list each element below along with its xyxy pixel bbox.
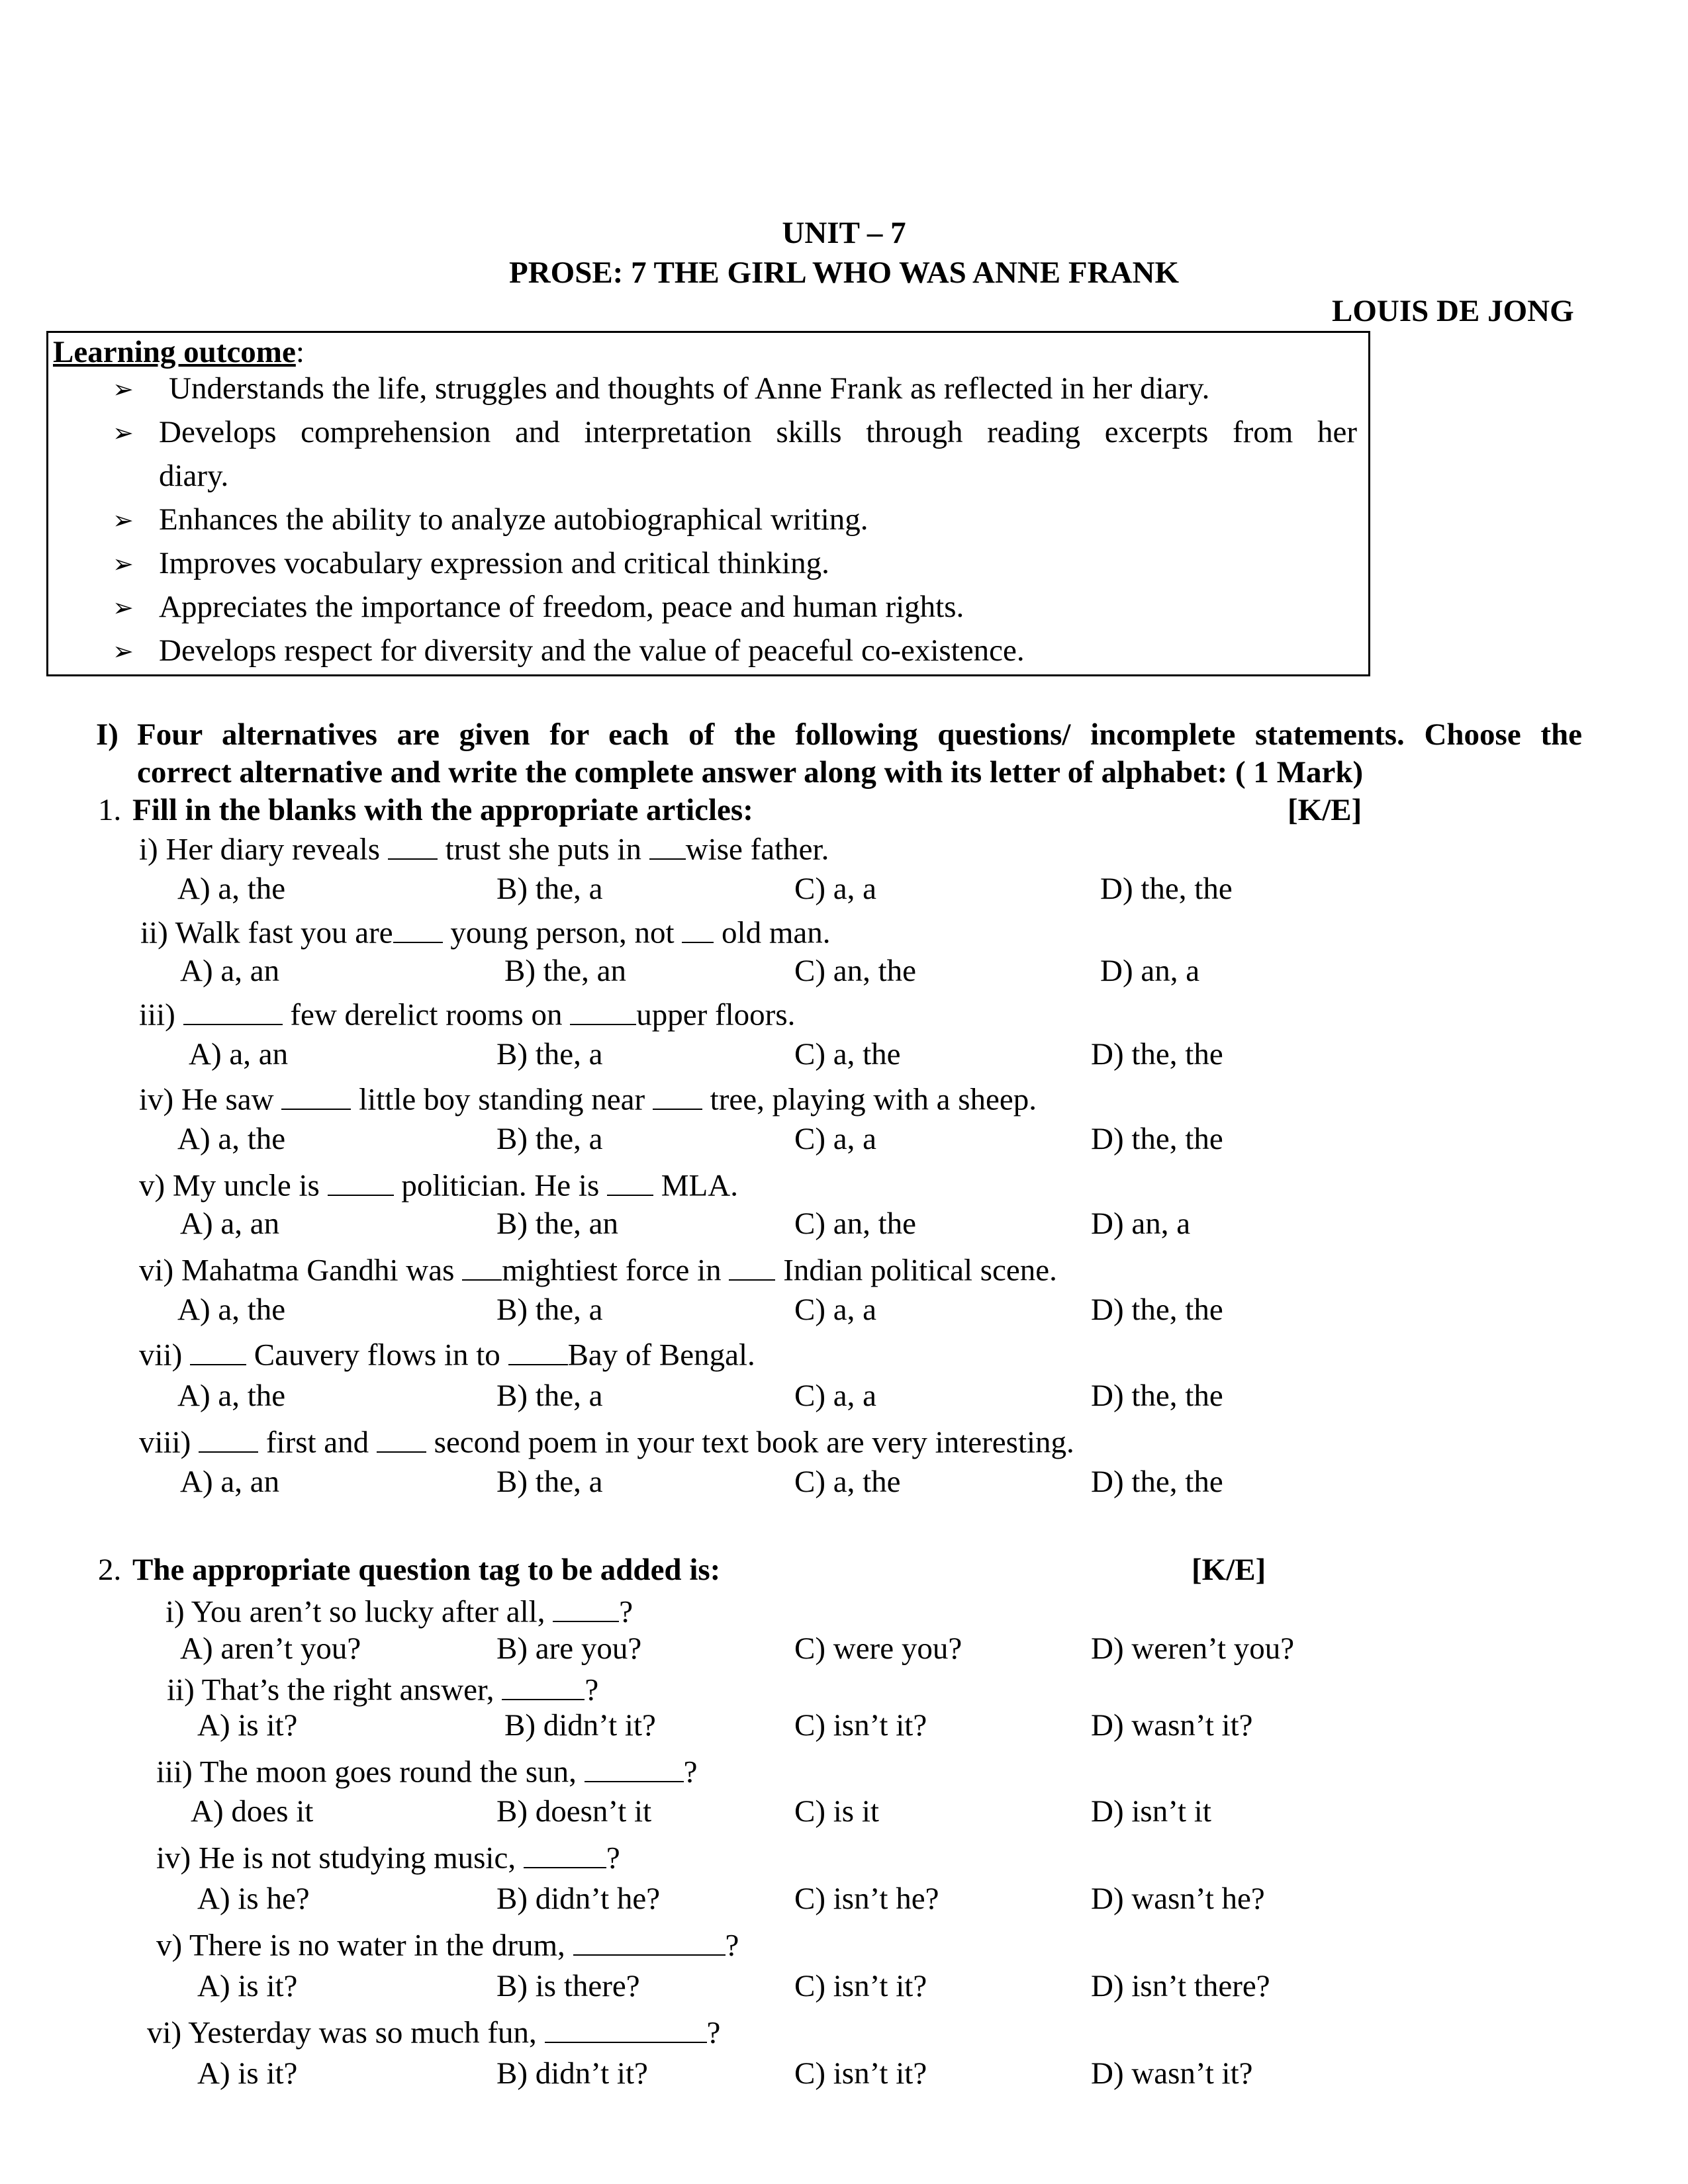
answer-blank: [545, 2012, 707, 2043]
option-d: D) an, a: [1100, 954, 1200, 988]
option-b: B) the, a: [496, 1122, 603, 1156]
option-c: C) a, the: [794, 1465, 901, 1499]
item-text: tree, playing with a sheep.: [702, 1082, 1037, 1117]
item-text: v) My uncle is: [139, 1168, 328, 1203]
bullet-arrow-icon: ➢: [113, 551, 134, 578]
option-b: B) doesn’t it: [496, 1794, 652, 1829]
option-c: C) a, the: [794, 1037, 901, 1071]
bullet-arrow-icon: ➢: [113, 376, 134, 404]
author-name: LOUIS DE JONG: [1332, 294, 1574, 328]
item-text: upper floors.: [636, 997, 796, 1032]
option-c: C) isn’t he?: [794, 1882, 939, 1916]
answer-blank: [653, 1079, 702, 1110]
item-text: first and: [258, 1425, 377, 1460]
option-d: D) the, the: [1091, 1122, 1223, 1156]
question-item: [147, 2012, 720, 2051]
question-heading: Fill in the blanks with the appropriate articles:: [132, 793, 753, 827]
item-text: trust she puts in: [437, 832, 649, 867]
option-c: C) isn’t it?: [794, 2056, 927, 2091]
option-c: C) an, the: [794, 954, 917, 988]
question-item: [156, 1837, 620, 1876]
option-a: A) is he?: [197, 1882, 310, 1916]
option-b: B) the, a: [496, 872, 603, 906]
answer-blank: [682, 912, 714, 943]
item-text: ?: [683, 1754, 698, 1790]
question-heading: The appropriate question tag to be added is:: [132, 1553, 721, 1587]
bullet-arrow-icon: ➢: [113, 594, 134, 622]
option-a: A) a, an: [180, 954, 280, 988]
item-text: old man.: [714, 915, 831, 950]
option-b: B) the, a: [496, 1465, 603, 1499]
answer-blank: [524, 1837, 606, 1868]
option-d: D) the, the: [1091, 1465, 1223, 1499]
item-text: ?: [619, 1594, 633, 1629]
section-instruction-line2: correct alternative and write the complete answer along with its letter of alphabet: ( 1 Mark): [137, 755, 1364, 790]
question-number: 1.: [98, 793, 122, 827]
option-b: B) didn’t it?: [504, 1708, 656, 1743]
item-text: ?: [606, 1841, 620, 1876]
option-b: B) the, a: [496, 1037, 603, 1071]
item-text: Cauvery flows in to: [246, 1338, 508, 1373]
outcome-item: Understands the life, struggles and thoughts of Anne Frank as reflected in her diary.: [169, 371, 1210, 406]
option-d: D) isn’t it: [1091, 1794, 1211, 1829]
item-text: iii) The moon goes round the sun,: [156, 1754, 585, 1790]
item-text: young person, not: [442, 915, 682, 950]
question-item: [139, 1250, 1057, 1289]
question-number: 2.: [98, 1553, 122, 1587]
outcome-item: Enhances the ability to analyze autobiographical writing.: [159, 502, 868, 537]
answer-blank: [573, 1925, 726, 1956]
item-text: second poem in your text book are very interesting.: [426, 1425, 1074, 1460]
item-text: ?: [725, 1928, 739, 1963]
learning-outcome-label: Learning outcome: [53, 335, 296, 369]
question-item: [139, 994, 795, 1033]
option-a: A) a, an: [189, 1037, 289, 1071]
option-c: C) a, a: [794, 872, 876, 906]
option-a: A) a, an: [180, 1206, 280, 1241]
answer-blank: [649, 829, 686, 860]
item-text: Bay of Bengal.: [567, 1338, 755, 1373]
option-b: B) the, an: [496, 1206, 619, 1241]
option-d: D) the, the: [1091, 1379, 1223, 1413]
option-d: D) wasn’t he?: [1091, 1882, 1265, 1916]
item-text: ?: [706, 2015, 721, 2050]
item-text: vi) Mahatma Gandhi was: [139, 1253, 463, 1288]
item-text: vi) Yesterday was so much fun,: [147, 2015, 545, 2050]
option-a: A) a, an: [180, 1465, 280, 1499]
option-c: C) is it: [794, 1794, 879, 1829]
bullet-arrow-icon: ➢: [113, 507, 134, 535]
answer-blank: [729, 1250, 775, 1281]
answer-blank: [199, 1422, 258, 1453]
option-c: C) isn’t it?: [794, 1969, 927, 2003]
option-b: B) the, a: [496, 1379, 603, 1413]
item-text: vii): [139, 1338, 191, 1373]
question-item: [139, 1165, 738, 1204]
outcome-item-continued: diary.: [159, 459, 229, 493]
outcome-item: Improves vocabulary expression and critical thinking.: [159, 546, 829, 580]
option-d: D) the, the: [1091, 1293, 1223, 1327]
option-a: A) is it?: [197, 2056, 298, 2091]
learning-outcome-heading: [53, 334, 305, 370]
bullet-arrow-icon: ➢: [113, 638, 134, 666]
question-item: [139, 1422, 1074, 1461]
question-item: [167, 1669, 598, 1708]
section-instruction-line1: Four alternatives are given for each of the following questions/ incomplete statements. Choose the: [137, 717, 1582, 752]
option-b: B) the, a: [496, 1293, 603, 1327]
question-item: [139, 1334, 755, 1373]
option-a: A) aren’t you?: [180, 1631, 361, 1666]
option-a: A) a, the: [177, 872, 286, 906]
option-d: D) an, a: [1091, 1206, 1191, 1241]
answer-blank: [462, 1250, 502, 1281]
item-text: viii): [139, 1425, 199, 1460]
outcome-item: Develops comprehension and interpretation skills through reading excerpts from her: [159, 415, 1357, 449]
answer-blank: [183, 994, 283, 1025]
option-d: D) the, the: [1091, 1037, 1223, 1071]
option-d: D) the, the: [1100, 872, 1233, 906]
item-text: iv) He is not studying music,: [156, 1841, 524, 1876]
option-a: A) is it?: [197, 1969, 298, 2003]
answer-blank: [328, 1165, 394, 1196]
item-text: ii) That’s the right answer,: [167, 1672, 502, 1707]
option-b: B) didn’t it?: [496, 2056, 648, 2091]
option-a: A) a, the: [177, 1122, 286, 1156]
option-c: C) were you?: [794, 1631, 962, 1666]
bullet-arrow-icon: ➢: [113, 420, 134, 447]
item-text: i) Her diary reveals: [139, 832, 388, 867]
item-text: wise father.: [685, 832, 829, 867]
answer-blank: [502, 1669, 585, 1700]
option-b: B) is there?: [496, 1969, 640, 2003]
question-item: [140, 912, 831, 951]
answer-blank: [393, 912, 443, 943]
section-label: I): [96, 717, 118, 752]
item-text: few derelict rooms on: [282, 997, 571, 1032]
question-item: [156, 1751, 698, 1790]
item-text: MLA.: [653, 1168, 738, 1203]
outcome-item: Develops respect for diversity and the value of peaceful co-existence.: [159, 633, 1025, 668]
prose-title: PROSE: 7 THE GIRL WHO WAS ANNE FRANK: [508, 255, 1179, 290]
answer-blank: [377, 1422, 426, 1453]
item-text: iv) He saw: [139, 1082, 282, 1117]
option-c: C) isn’t it?: [794, 1708, 927, 1743]
option-d: D) wasn’t it?: [1091, 1708, 1253, 1743]
question-item: [156, 1925, 739, 1964]
option-c: C) a, a: [794, 1293, 876, 1327]
item-text: v) There is no water in the drum,: [156, 1928, 573, 1963]
item-text: iii): [139, 997, 183, 1032]
question-item: [165, 1591, 633, 1630]
item-text: i) You aren’t so lucky after all,: [165, 1594, 553, 1629]
item-text: politician. He is: [393, 1168, 607, 1203]
option-d: D) weren’t you?: [1091, 1631, 1295, 1666]
outcome-item: Appreciates the importance of freedom, peace and human rights.: [159, 590, 964, 624]
option-a: A) is it?: [197, 1708, 298, 1743]
option-b: B) are you?: [496, 1631, 642, 1666]
answer-blank: [570, 994, 636, 1025]
option-c: C) a, a: [794, 1379, 876, 1413]
item-text: ii) Walk fast you are: [140, 915, 393, 950]
option-c: C) a, a: [794, 1122, 876, 1156]
option-d: D) isn’t there?: [1091, 1969, 1270, 2003]
answer-blank: [585, 1751, 684, 1782]
item-text: Indian political scene.: [775, 1253, 1057, 1288]
question-item: [139, 1079, 1037, 1118]
item-text: mightiest force in: [502, 1253, 729, 1288]
option-a: A) a, the: [177, 1379, 286, 1413]
option-a: A) a, the: [177, 1293, 286, 1327]
item-text: ?: [585, 1672, 599, 1707]
answer-blank: [388, 829, 438, 860]
option-b: B) didn’t he?: [496, 1882, 661, 1916]
option-b: B) the, an: [504, 954, 627, 988]
answer-blank: [281, 1079, 351, 1110]
answer-blank: [508, 1334, 568, 1365]
option-c: C) an, the: [794, 1206, 917, 1241]
question-tag: [K/E]: [1288, 793, 1362, 827]
item-text: little boy standing near: [351, 1082, 653, 1117]
unit-heading: UNIT – 7: [782, 216, 906, 250]
answer-blank: [553, 1591, 619, 1622]
learning-outcome-colon: :: [295, 335, 305, 369]
answer-blank: [607, 1165, 653, 1196]
question-tag: [K/E]: [1192, 1553, 1266, 1587]
option-a: A) does it: [191, 1794, 314, 1829]
option-d: D) wasn’t it?: [1091, 2056, 1253, 2091]
question-item: [139, 829, 829, 868]
answer-blank: [190, 1334, 246, 1365]
